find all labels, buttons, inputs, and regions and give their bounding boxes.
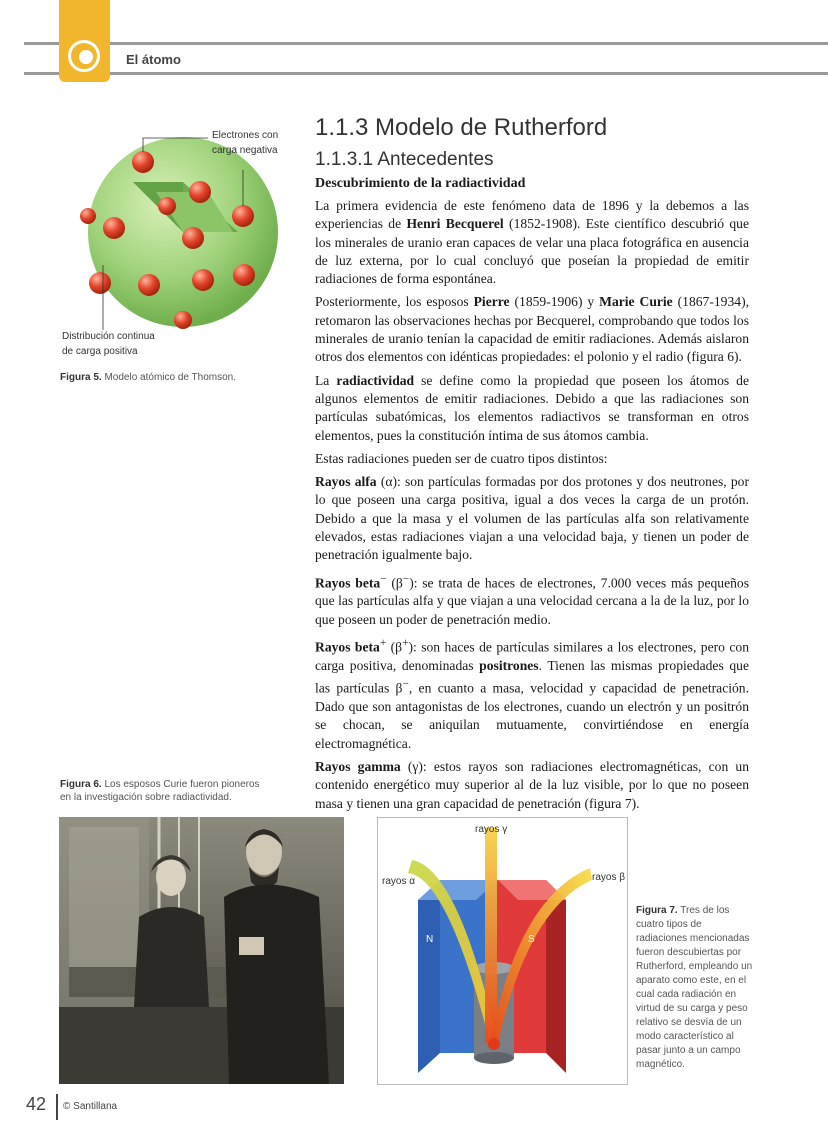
paragraph-gamma: Rayos gamma (γ): estos rayos son radiaciones electromagnéticas, con un contenido energético muy superior al de la luz visible, por lo que no poseen masa y tienen una gran capacidad de penetración (figura 7).	[315, 758, 749, 811]
curie-photo-illustration	[59, 817, 344, 1084]
beta-ray-label: rayos β	[592, 872, 625, 883]
paragraph-beta-minus: Rayos beta− (β−): se trata de haces de electrones, 7.000 veces más pequeños que las partículas alfa y que viajan a una velocidad cercana a la de la luz, por lo que poseen un poder de penetración medio.	[315, 572, 749, 627]
figure-6-caption-text: Los esposos Curie fueron pioneros en la investigación sobre radiactividad.	[60, 779, 260, 803]
copyright: © Santillana	[63, 1101, 118, 1112]
body-text	[315, 197, 749, 818]
figure-5-caption-bold: Figura 5.	[60, 372, 102, 383]
figure-7-caption	[636, 904, 754, 1072]
header-line-top	[24, 42, 828, 45]
paragraph-alpha: Rayos alfa (α): son partículas formadas por dos protones y dos neutrones, por lo que poseen una carga positiva, igual a dos veces la carga de un protón. Debido a que la masa y el volumen de las partículas alfa son relativamente elevados, estas radiaciones viajan a una velocidad baja, y tienen un poder de penetración igualmente bajo.	[315, 474, 749, 563]
chapter-logo	[59, 0, 110, 82]
chapter-title: El átomo	[126, 52, 181, 67]
figure-6-caption	[60, 778, 270, 804]
paragraph-3: La radiactividad se define como la propiedad que poseen los átomos de algunos elementos de emitir radiaciones. Debido a que las radiaciones son partículas subatómicas, los elementos radiactivos se transforman en otros elementos, pues la constitución íntima de sus átomos cambia.	[315, 372, 749, 443]
positive-charge-label	[62, 329, 155, 359]
north-pole-label: N	[426, 934, 434, 945]
alpha-ray-label: rayos α	[382, 876, 416, 887]
electrons-label	[212, 128, 278, 158]
electrons-label-line-1: Electrones con	[212, 130, 279, 141]
section-subheading: Descubrimiento de la radiactividad	[315, 176, 526, 191]
figure-6-caption-bold: Figura 6.	[60, 779, 102, 790]
footer-divider	[56, 1094, 58, 1120]
section-title: 1.1.3 Modelo de Rutherford	[315, 114, 608, 141]
figure-7-apparatus	[377, 817, 628, 1085]
south-pole-label: S	[528, 934, 535, 945]
positive-label-line-1: Distribución continua	[62, 331, 155, 342]
figure-5-caption-text: Modelo atómico de Thomson.	[101, 372, 237, 383]
gamma-ray-label: rayos γ	[475, 824, 508, 835]
positive-label-line-2: de carga positiva	[62, 346, 138, 357]
figure-7-caption-bold: Figura 7.	[636, 905, 678, 916]
curie-photo	[59, 817, 344, 1084]
paragraph-4: Estas radiaciones pueden ser de cuatro tipos distintos:	[315, 450, 608, 466]
section-subtitle: 1.1.3.1 Antecedentes	[315, 149, 494, 170]
header-line-bottom	[24, 72, 828, 75]
paragraph-1: La primera evidencia de este fenómeno data de 1896 y la debemos a las experiencias de Henri Becquerel (1852-1908). Este científico descubrió que los minerales de uranio eran capaces de velar una placa fotográfica en ausencia de luz externa, por lo cual concluyó que poseían la propiedad de emitir radiaciones de forma espontánea.	[315, 198, 749, 287]
paragraph-beta-plus: Rayos beta+ (β+): son haces de partículas similares a los electrones, pero con carga positiva, denominadas positrones. Tienen las mismas propiedades que las partículas β−, en cuanto a masa, velocidad y capacidad de penetración. Dado que son antagonistas de los electrones, cuando un electrón y un positrón se chocan, se aniquilan mutuamente, convirtiéndose en energía electromagnética.	[315, 637, 749, 751]
figure-5-caption	[60, 371, 236, 384]
magnet-diagram	[378, 818, 627, 1084]
electrons-label-line-2: carga negativa	[212, 145, 278, 156]
figure-7-caption-text: Tres de los cuatro tipos de radiaciones mencionadas fueron descubiertas por Rutherford, empleando un aparato como este, en el cual cada radiación en virtud de su carga y peso relativo se desvía de un modo característico al pasar junto a un campo magnético.	[636, 905, 753, 1070]
logo-dot-icon	[79, 50, 93, 64]
page-number: 42	[26, 1094, 47, 1114]
paragraph-2: Posteriormente, los esposos Pierre (1859-1906) y Marie Curie (1867-1934), retomaron las observaciones hechas por Becquerel, comprobando que todos los minerales de uranio tenían la capacidad de emitir radiaciones. Además aislaron otros dos elementos con idénticas propiedades: el polonio y el radio (figura 6).	[315, 294, 749, 365]
